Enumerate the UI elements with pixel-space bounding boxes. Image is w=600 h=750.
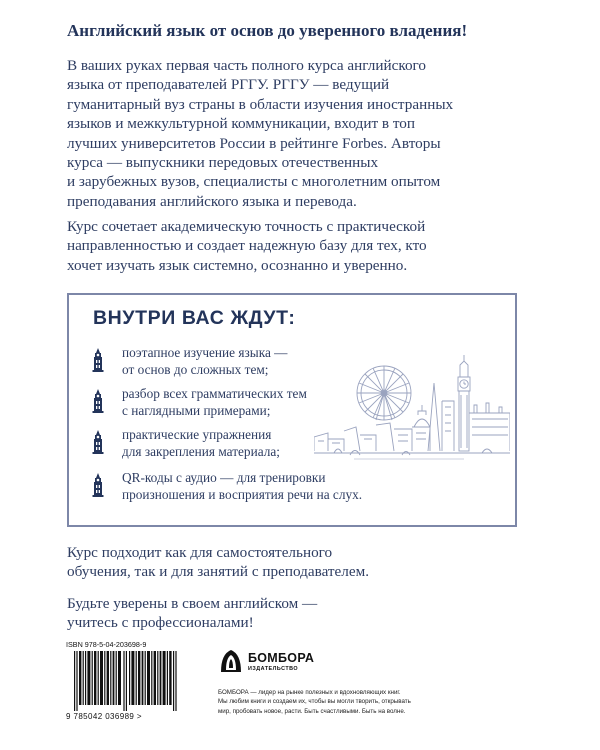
- isbn-number: ISBN 978-5-04-203698-9: [66, 640, 147, 649]
- method-line: направленностью и создает надежную базу для тех, кто: [67, 237, 427, 255]
- feature-line: практические упражнения: [122, 427, 272, 442]
- bombora-logo-icon: [218, 648, 244, 674]
- intro-paragraph: [67, 56, 547, 211]
- cta-line: Будьте уверены в своем английском —: [67, 595, 318, 612]
- feature-line: разбор всех грамматических тем: [122, 386, 307, 401]
- publisher-blurb-line: Мы любим книги и создаем их, чтобы вы могли творить, открывать: [218, 698, 411, 706]
- suitability-line: Курс подходит как для самостоятельного: [67, 544, 333, 561]
- intro-line: В ваших руках первая часть полного курса английского: [67, 57, 426, 74]
- features-box-title: ВНУТРИ ВАС ЖДУТ:: [93, 307, 296, 329]
- method-paragraph: [67, 217, 547, 275]
- publisher-name: БОМБОРА: [248, 651, 315, 665]
- headline: Английский язык от основ до уверенного владения!: [67, 21, 468, 40]
- suitability-paragraph: [67, 543, 547, 582]
- feature-line: от основ до сложных тем;: [122, 361, 269, 377]
- publisher-blurb-line: БОМБОРА — лидер на рынке полезных и вдохновляющих книг.: [218, 689, 401, 696]
- feature-line: QR-коды с аудио — для тренировки: [122, 470, 326, 485]
- publisher-blurb: [218, 688, 538, 716]
- publisher-subtitle: ИЗДАТЕЛЬСТВО: [248, 666, 299, 672]
- intro-line: языков и межкультурной коммуникации, входит в топ: [67, 115, 416, 133]
- publisher-blurb-line: мир, пробовать новое, расти. Быть счастливыми. Быть на волне.: [218, 707, 406, 715]
- big-ben-icon: [91, 430, 105, 454]
- feature-line: для закрепления материала;: [122, 443, 280, 459]
- big-ben-icon: [91, 473, 105, 497]
- intro-line: курса — выпускники передовых отечественных: [67, 154, 379, 172]
- publisher-logo: [218, 645, 328, 687]
- intro-line: лучших университетов России в рейтинге Forbes. Авторы: [67, 134, 441, 152]
- intro-line: и зарубежных вузов, специалисты с многолетним опытом: [67, 173, 441, 191]
- cta-line: учитесь с профессионалами!: [67, 614, 254, 632]
- big-ben-icon: [91, 348, 105, 372]
- barcode-digits: 9 785042 036989 >: [66, 712, 142, 721]
- london-skyline-illustration: [314, 353, 510, 469]
- features-box: [67, 293, 517, 527]
- method-line: хочет изучать язык системно, осознанно и уверенно.: [67, 256, 408, 274]
- barcode-icon: [68, 651, 184, 711]
- intro-line: гуманитарный вуз страны в области изучения иностранных: [67, 95, 454, 113]
- big-ben-icon: [91, 389, 105, 413]
- suitability-line: обучения, так и для занятий с преподавателем.: [67, 563, 370, 581]
- call-to-action-paragraph: [67, 594, 547, 633]
- intro-line: преподавания английского языка и перевода.: [67, 192, 357, 210]
- intro-line: языка от преподавателей РГГУ. РГГУ — ведущий: [67, 76, 390, 94]
- feature-line: с наглядными примерами;: [122, 402, 271, 418]
- method-line: Курс сочетает академическую точность с практической: [67, 218, 426, 235]
- feature-line: поэтапное изучение языка —: [122, 345, 288, 360]
- isbn-block: [66, 640, 186, 724]
- feature-line: произношения и восприятия речи на слух.: [122, 486, 363, 502]
